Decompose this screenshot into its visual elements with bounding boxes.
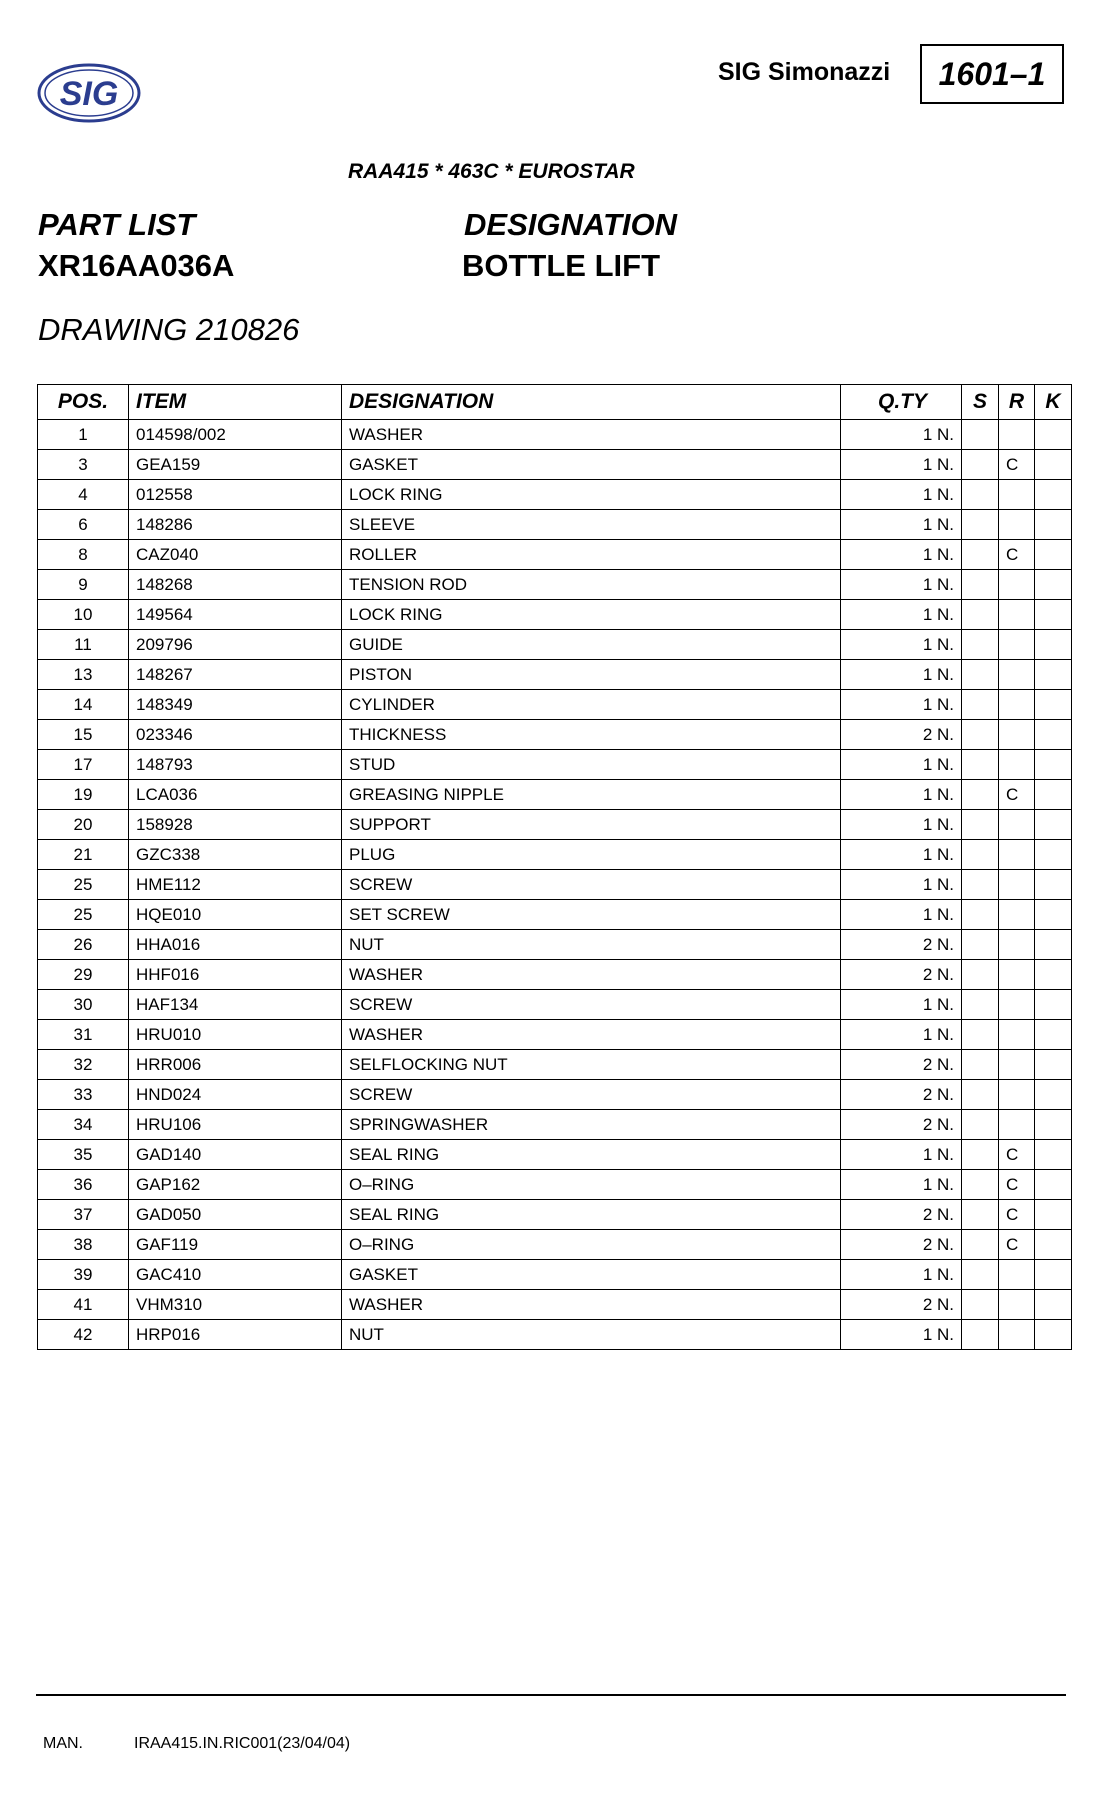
cell-item: HRR006 (129, 1050, 342, 1080)
cell-pos: 26 (38, 930, 129, 960)
cell-item: GAC410 (129, 1260, 342, 1290)
cell-k (1035, 900, 1072, 930)
cell-k (1035, 1290, 1072, 1320)
cell-r: C (999, 450, 1035, 480)
cell-k (1035, 1170, 1072, 1200)
cell-r: C (999, 1170, 1035, 1200)
cell-qty: 1 N. (841, 480, 962, 510)
cell-item: 148349 (129, 690, 342, 720)
cell-r: C (999, 1230, 1035, 1260)
cell-pos: 9 (38, 570, 129, 600)
cell-item: HAF134 (129, 990, 342, 1020)
cell-s (962, 690, 999, 720)
cell-pos: 4 (38, 480, 129, 510)
cell-s (962, 540, 999, 570)
cell-qty: 2 N. (841, 1080, 962, 1110)
cell-r (999, 1260, 1035, 1290)
table-row (38, 930, 1072, 960)
cell-qty: 2 N. (841, 1050, 962, 1080)
table-row (38, 660, 1072, 690)
cell-s (962, 660, 999, 690)
cell-pos: 3 (38, 450, 129, 480)
cell-r: C (999, 780, 1035, 810)
cell-qty: 1 N. (841, 630, 962, 660)
cell-k (1035, 780, 1072, 810)
cell-qty: 1 N. (841, 1140, 962, 1170)
cell-s (962, 1050, 999, 1080)
cell-qty: 1 N. (841, 780, 962, 810)
table-row (38, 1140, 1072, 1170)
table-row (38, 750, 1072, 780)
cell-qty: 1 N. (841, 990, 962, 1020)
cell-designation: O–RING (342, 1230, 841, 1260)
cell-pos: 1 (38, 420, 129, 450)
cell-item: HRU010 (129, 1020, 342, 1050)
cell-s (962, 720, 999, 750)
cell-item: LCA036 (129, 780, 342, 810)
cell-k (1035, 990, 1072, 1020)
cell-pos: 30 (38, 990, 129, 1020)
table-row (38, 540, 1072, 570)
cell-s (962, 1290, 999, 1320)
table-row (38, 1290, 1072, 1320)
drawing-number: DRAWING 210826 (38, 312, 300, 347)
cell-pos: 41 (38, 1290, 129, 1320)
cell-s (962, 810, 999, 840)
cell-designation: NUT (342, 1320, 841, 1350)
cell-r (999, 840, 1035, 870)
cell-k (1035, 1200, 1072, 1230)
cell-pos: 34 (38, 1110, 129, 1140)
cell-item: HHA016 (129, 930, 342, 960)
cell-designation: SEAL RING (342, 1140, 841, 1170)
cell-s (962, 1200, 999, 1230)
cell-item: 023346 (129, 720, 342, 750)
cell-s (962, 1260, 999, 1290)
cell-r (999, 420, 1035, 450)
cell-designation: GASKET (342, 450, 841, 480)
cell-qty: 2 N. (841, 930, 962, 960)
cell-pos: 11 (38, 630, 129, 660)
cell-designation: WASHER (342, 960, 841, 990)
table-row (38, 570, 1072, 600)
cell-s (962, 930, 999, 960)
cell-item: 014598/002 (129, 420, 342, 450)
table-row (38, 1110, 1072, 1140)
cell-designation: LOCK RING (342, 600, 841, 630)
cell-pos: 39 (38, 1260, 129, 1290)
cell-r (999, 960, 1035, 990)
table-row (38, 1050, 1072, 1080)
table-row (38, 1230, 1072, 1260)
cell-k (1035, 480, 1072, 510)
cell-pos: 13 (38, 660, 129, 690)
cell-k (1035, 510, 1072, 540)
cell-item: HHF016 (129, 960, 342, 990)
cell-k (1035, 840, 1072, 870)
header-pos: POS. (38, 385, 129, 420)
cell-qty: 1 N. (841, 600, 962, 630)
table-row (38, 1080, 1072, 1110)
cell-s (962, 630, 999, 660)
table-row (38, 720, 1072, 750)
designation-value: BOTTLE LIFT (462, 248, 661, 283)
header-item: ITEM (129, 385, 342, 420)
cell-item: GAP162 (129, 1170, 342, 1200)
cell-s (962, 870, 999, 900)
cell-qty: 1 N. (841, 1320, 962, 1350)
cell-designation: SELFLOCKING NUT (342, 1050, 841, 1080)
cell-r (999, 660, 1035, 690)
cell-k (1035, 810, 1072, 840)
cell-pos: 31 (38, 1020, 129, 1050)
table-row (38, 1320, 1072, 1350)
cell-pos: 8 (38, 540, 129, 570)
cell-k (1035, 1020, 1072, 1050)
cell-pos: 20 (38, 810, 129, 840)
cell-designation: WASHER (342, 1290, 841, 1320)
sig-logo (36, 62, 142, 124)
page-number: 1601–1 (938, 55, 1046, 92)
cell-r (999, 930, 1035, 960)
cell-s (962, 750, 999, 780)
table-row (38, 600, 1072, 630)
cell-qty: 1 N. (841, 840, 962, 870)
cell-qty: 1 N. (841, 540, 962, 570)
cell-s (962, 1140, 999, 1170)
cell-k (1035, 570, 1072, 600)
cell-r: C (999, 540, 1035, 570)
cell-pos: 6 (38, 510, 129, 540)
cell-item: HRP016 (129, 1320, 342, 1350)
cell-s (962, 780, 999, 810)
cell-qty: 1 N. (841, 870, 962, 900)
cell-s (962, 840, 999, 870)
cell-qty: 2 N. (841, 1290, 962, 1320)
cell-designation: PISTON (342, 660, 841, 690)
cell-item: GAF119 (129, 1230, 342, 1260)
cell-k (1035, 1050, 1072, 1080)
cell-k (1035, 1110, 1072, 1140)
cell-qty: 1 N. (841, 420, 962, 450)
cell-k (1035, 720, 1072, 750)
cell-item: 158928 (129, 810, 342, 840)
cell-r (999, 480, 1035, 510)
logo-text: SIG (59, 75, 119, 113)
cell-qty: 1 N. (841, 750, 962, 780)
cell-designation: SLEEVE (342, 510, 841, 540)
cell-pos: 37 (38, 1200, 129, 1230)
cell-designation: LOCK RING (342, 480, 841, 510)
table-row (38, 810, 1072, 840)
cell-item: GZC338 (129, 840, 342, 870)
cell-s (962, 1080, 999, 1110)
table-row (38, 480, 1072, 510)
header-qty: Q.TY (841, 385, 962, 420)
cell-k (1035, 1140, 1072, 1170)
company-name: SIG Simonazzi (718, 58, 891, 86)
cell-item: CAZ040 (129, 540, 342, 570)
cell-qty: 1 N. (841, 1170, 962, 1200)
cell-k (1035, 930, 1072, 960)
cell-designation: CYLINDER (342, 690, 841, 720)
cell-qty: 1 N. (841, 1020, 962, 1050)
cell-pos: 15 (38, 720, 129, 750)
cell-qty: 1 N. (841, 450, 962, 480)
cell-item: 149564 (129, 600, 342, 630)
cell-r (999, 1290, 1035, 1320)
cell-k (1035, 1260, 1072, 1290)
table-row (38, 900, 1072, 930)
cell-pos: 25 (38, 900, 129, 930)
cell-designation: GREASING NIPPLE (342, 780, 841, 810)
cell-r (999, 990, 1035, 1020)
cell-s (962, 1110, 999, 1140)
table-row (38, 840, 1072, 870)
model-line: RAA415 * 463C * EUROSTAR (348, 160, 635, 183)
cell-pos: 21 (38, 840, 129, 870)
cell-k (1035, 450, 1072, 480)
cell-r (999, 870, 1035, 900)
cell-designation: TENSION ROD (342, 570, 841, 600)
cell-designation: ROLLER (342, 540, 841, 570)
cell-pos: 38 (38, 1230, 129, 1260)
cell-k (1035, 420, 1072, 450)
cell-s (962, 1170, 999, 1200)
header-designation: DESIGNATION (342, 385, 841, 420)
cell-item: 148793 (129, 750, 342, 780)
cell-k (1035, 600, 1072, 630)
cell-designation: PLUG (342, 840, 841, 870)
cell-designation: O–RING (342, 1170, 841, 1200)
cell-s (962, 900, 999, 930)
cell-r (999, 1320, 1035, 1350)
cell-item: GAD050 (129, 1200, 342, 1230)
cell-r (999, 510, 1035, 540)
cell-item: HRU106 (129, 1110, 342, 1140)
cell-qty: 2 N. (841, 1110, 962, 1140)
cell-r (999, 810, 1035, 840)
cell-designation: GUIDE (342, 630, 841, 660)
cell-k (1035, 1320, 1072, 1350)
cell-s (962, 570, 999, 600)
cell-designation: SUPPORT (342, 810, 841, 840)
cell-pos: 32 (38, 1050, 129, 1080)
cell-k (1035, 540, 1072, 570)
footer-doc-reference: IRAA415.IN.RIC001(23/04/04) (134, 1735, 351, 1752)
cell-s (962, 960, 999, 990)
cell-item: 148268 (129, 570, 342, 600)
table-row (38, 690, 1072, 720)
table-row (38, 420, 1072, 450)
cell-s (962, 1230, 999, 1260)
cell-k (1035, 1080, 1072, 1110)
cell-item: 012558 (129, 480, 342, 510)
cell-item: HQE010 (129, 900, 342, 930)
cell-s (962, 990, 999, 1020)
cell-pos: 36 (38, 1170, 129, 1200)
header-s: S (962, 385, 999, 420)
part-list-label: PART LIST (38, 207, 196, 242)
table-row (38, 990, 1072, 1020)
cell-k (1035, 690, 1072, 720)
footer-man-label: MAN. (43, 1735, 83, 1752)
cell-item: 209796 (129, 630, 342, 660)
table-row (38, 510, 1072, 540)
table-row (38, 630, 1072, 660)
cell-r (999, 630, 1035, 660)
cell-qty: 1 N. (841, 510, 962, 540)
table-row (38, 960, 1072, 990)
table-row (38, 780, 1072, 810)
cell-designation: THICKNESS (342, 720, 841, 750)
cell-qty: 2 N. (841, 960, 962, 990)
cell-pos: 14 (38, 690, 129, 720)
cell-qty: 2 N. (841, 1230, 962, 1260)
cell-designation: STUD (342, 750, 841, 780)
cell-s (962, 480, 999, 510)
cell-r (999, 1080, 1035, 1110)
cell-qty: 2 N. (841, 720, 962, 750)
cell-item: GEA159 (129, 450, 342, 480)
cell-pos: 42 (38, 1320, 129, 1350)
cell-r (999, 690, 1035, 720)
cell-k (1035, 870, 1072, 900)
cell-r (999, 750, 1035, 780)
table-row (38, 1200, 1072, 1230)
cell-r (999, 1020, 1035, 1050)
cell-k (1035, 660, 1072, 690)
cell-s (962, 1320, 999, 1350)
cell-designation: SET SCREW (342, 900, 841, 930)
cell-k (1035, 630, 1072, 660)
cell-qty: 1 N. (841, 810, 962, 840)
cell-r (999, 1050, 1035, 1080)
cell-r (999, 720, 1035, 750)
cell-s (962, 450, 999, 480)
cell-pos: 25 (38, 870, 129, 900)
cell-s (962, 600, 999, 630)
cell-r (999, 570, 1035, 600)
cell-item: VHM310 (129, 1290, 342, 1320)
cell-pos: 19 (38, 780, 129, 810)
cell-r: C (999, 1200, 1035, 1230)
cell-item: HME112 (129, 870, 342, 900)
cell-s (962, 1020, 999, 1050)
table-row (38, 450, 1072, 480)
cell-r: C (999, 1140, 1035, 1170)
designation-label: DESIGNATION (464, 207, 677, 242)
cell-r (999, 600, 1035, 630)
cell-pos: 29 (38, 960, 129, 990)
cell-qty: 1 N. (841, 900, 962, 930)
cell-pos: 10 (38, 600, 129, 630)
table-row (38, 1020, 1072, 1050)
cell-designation: SCREW (342, 870, 841, 900)
cell-s (962, 510, 999, 540)
cell-qty: 1 N. (841, 1260, 962, 1290)
cell-item: HND024 (129, 1080, 342, 1110)
cell-designation: SCREW (342, 1080, 841, 1110)
cell-r (999, 1110, 1035, 1140)
page-number-box (920, 44, 1064, 104)
cell-pos: 17 (38, 750, 129, 780)
header-k: K (1035, 385, 1072, 420)
part-list-code: XR16AA036A (38, 248, 235, 283)
cell-pos: 35 (38, 1140, 129, 1170)
cell-designation: WASHER (342, 420, 841, 450)
table-row (38, 1170, 1072, 1200)
cell-designation: NUT (342, 930, 841, 960)
cell-k (1035, 1230, 1072, 1260)
cell-designation: SEAL RING (342, 1200, 841, 1230)
cell-r (999, 900, 1035, 930)
cell-designation: SPRINGWASHER (342, 1110, 841, 1140)
cell-qty: 1 N. (841, 690, 962, 720)
cell-pos: 33 (38, 1080, 129, 1110)
cell-k (1035, 960, 1072, 990)
cell-designation: SCREW (342, 990, 841, 1020)
table-header-row (38, 385, 1072, 420)
header-r: R (999, 385, 1035, 420)
cell-item: 148267 (129, 660, 342, 690)
cell-designation: WASHER (342, 1020, 841, 1050)
cell-qty: 1 N. (841, 660, 962, 690)
cell-k (1035, 750, 1072, 780)
parts-table-body (38, 420, 1072, 1350)
cell-item: 148286 (129, 510, 342, 540)
footer-divider (36, 1694, 1066, 1696)
table-row (38, 1260, 1072, 1290)
cell-designation: GASKET (342, 1260, 841, 1290)
parts-table (37, 384, 1072, 1350)
cell-s (962, 420, 999, 450)
cell-qty: 1 N. (841, 570, 962, 600)
cell-item: GAD140 (129, 1140, 342, 1170)
table-row (38, 870, 1072, 900)
cell-qty: 2 N. (841, 1200, 962, 1230)
